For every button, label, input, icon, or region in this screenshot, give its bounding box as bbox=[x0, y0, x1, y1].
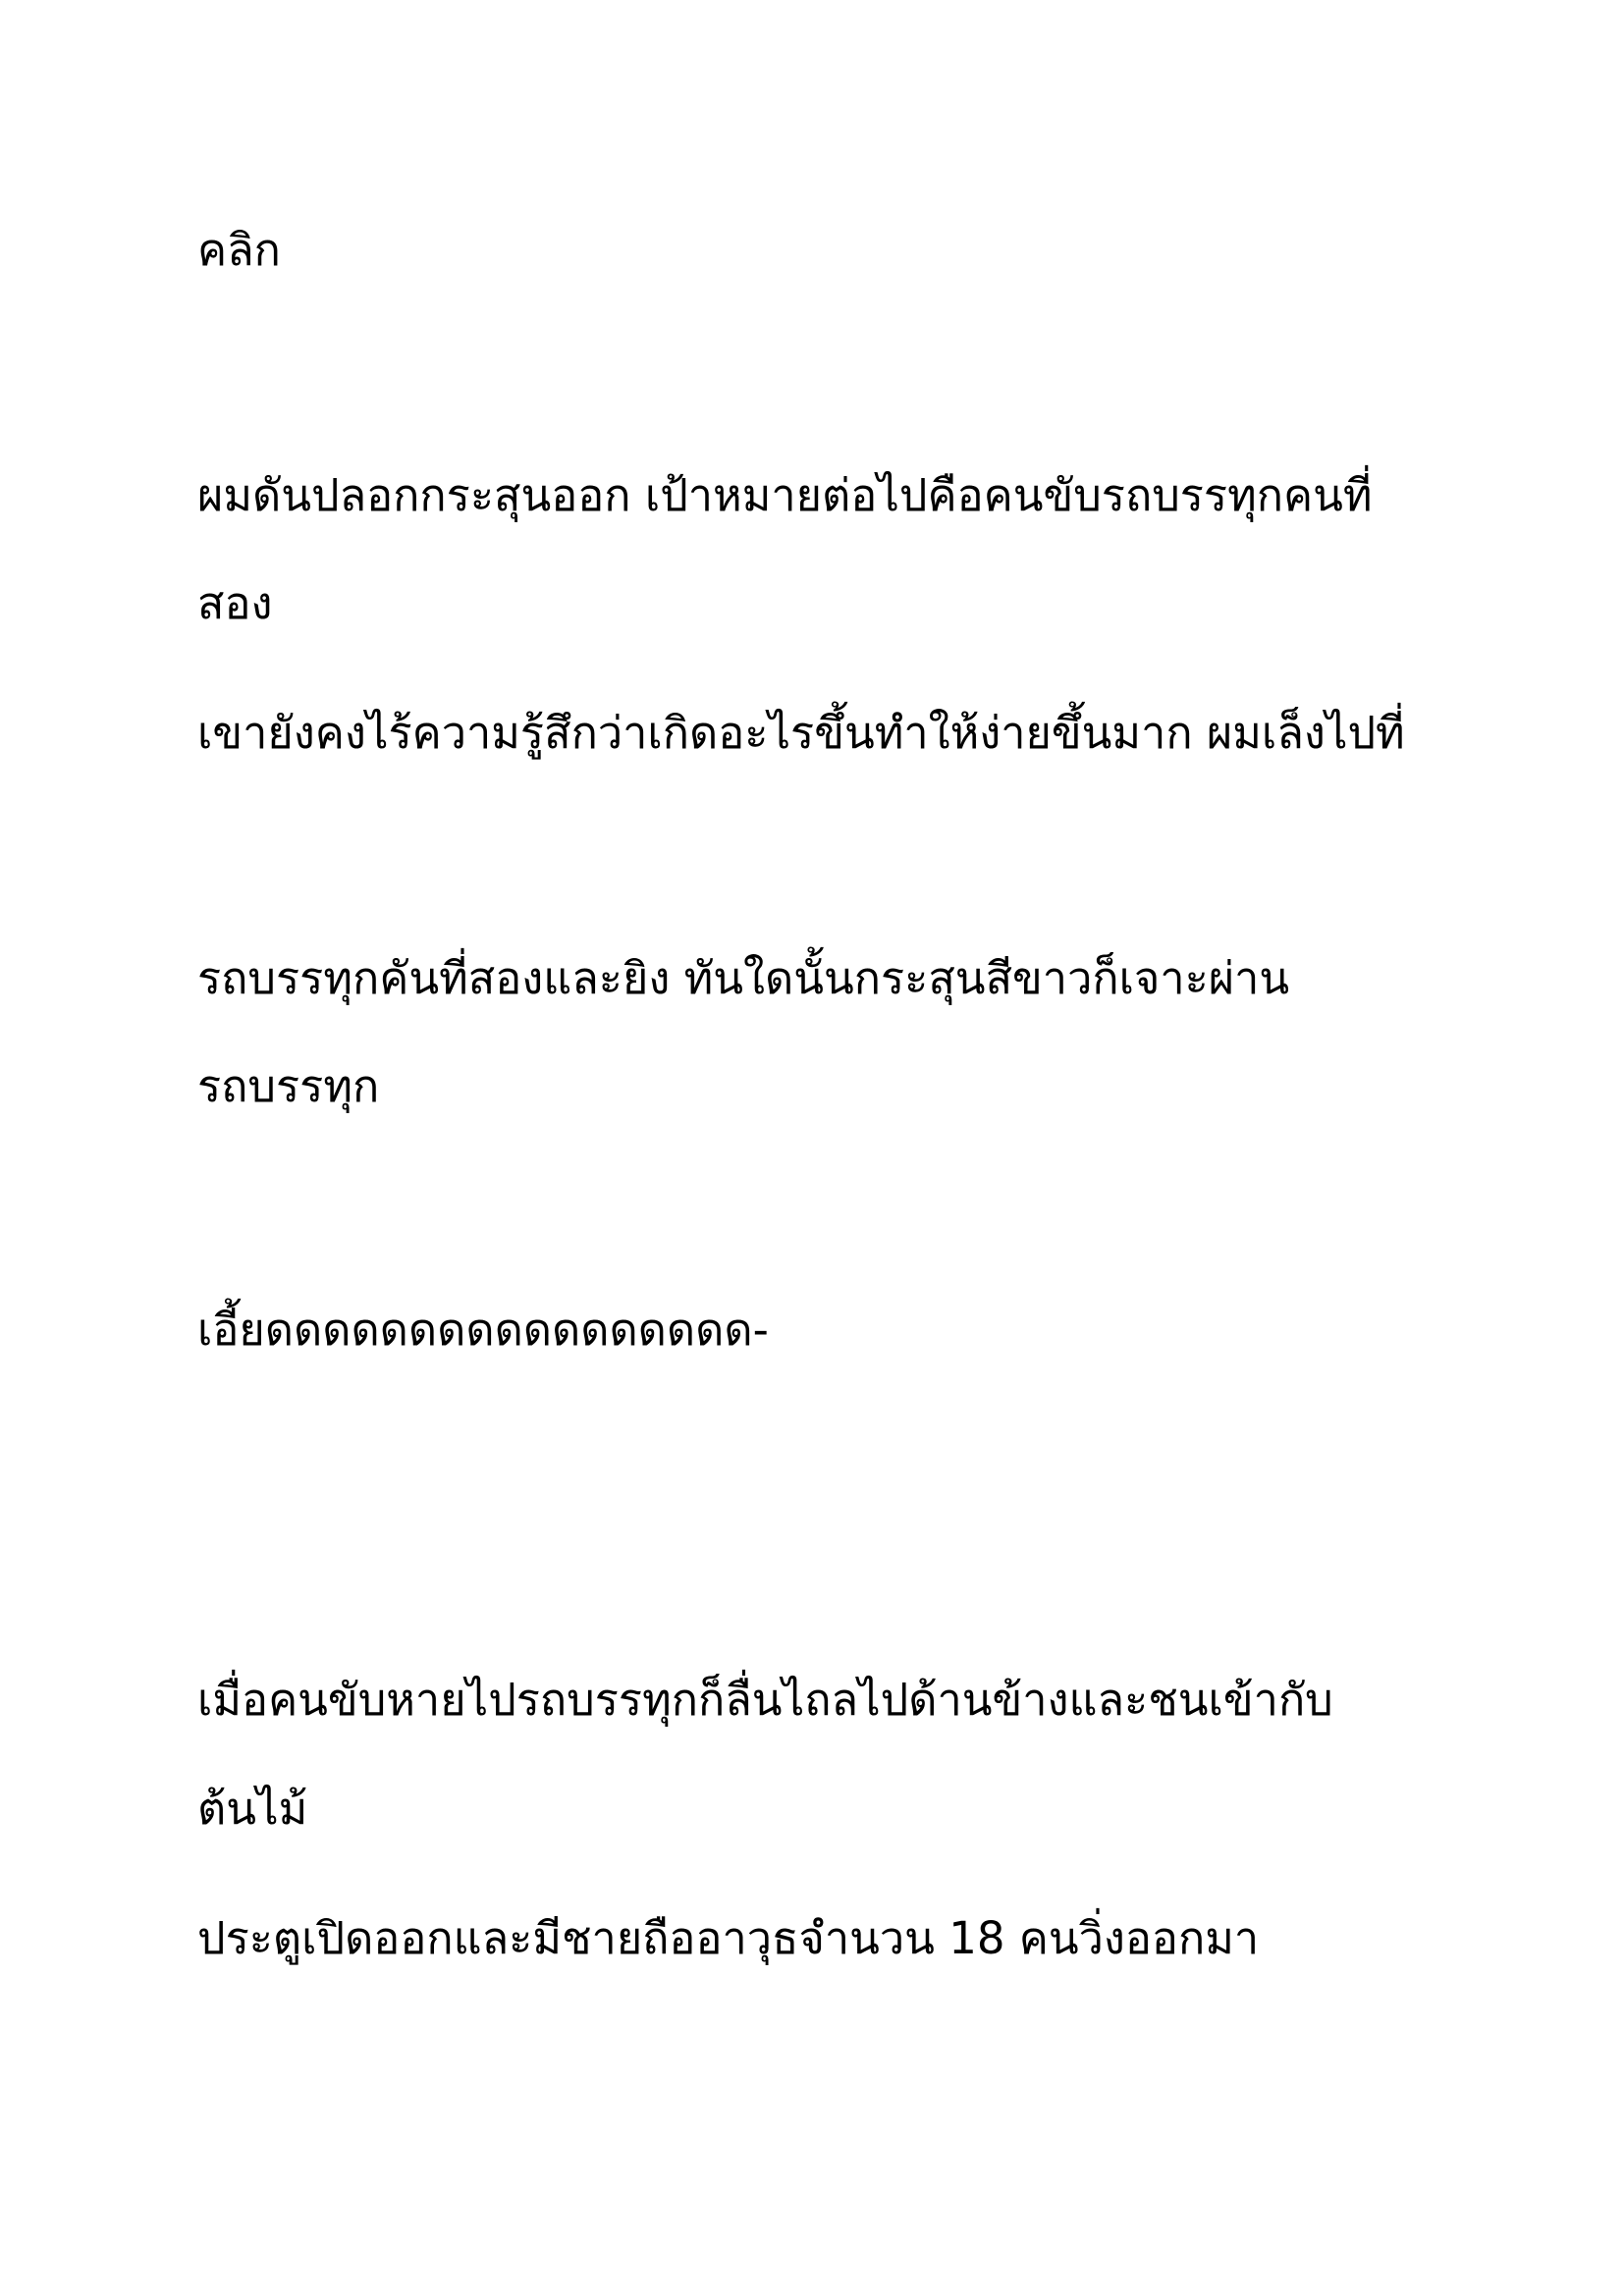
text-line-9: ต้นไม้ bbox=[197, 1783, 308, 1835]
text-line-3: สอง bbox=[197, 577, 273, 629]
text-line-4: เขายังคงไร้ความรู้สึกว่าเกิดอะไรขึ้นทำให้ง่ายขึ้นมาก ผมเล็งไปที่ bbox=[197, 707, 1405, 759]
text-line-7: เอี้ยดดดดดดดดดดดดดดดดด- bbox=[197, 1304, 769, 1356]
text-line-10: ประตูเปิดออกและมีชายถืออาวุธจำนวน 18 คนวิ่งออกมา bbox=[197, 1912, 1260, 1964]
text-line-6: รถบรรทุก bbox=[197, 1060, 380, 1112]
text-line-8: เมื่อคนขับหายไปรถบรรทุกก็ลื่นไถลไปด้านข้างและชนเข้ากับ bbox=[197, 1674, 1333, 1726]
text-line-2: ผมดันปลอกกระสุนออก เป้าหมายต่อไปคือคนขับรถบรรทุกคนที่ bbox=[197, 469, 1373, 521]
text-line-1: คลิก bbox=[197, 224, 281, 276]
text-line-5: รถบรรทุกคันที่สองและยิง ทันใดนั้นกระสุนสีขาวก็เจาะผ่าน bbox=[197, 952, 1290, 1004]
